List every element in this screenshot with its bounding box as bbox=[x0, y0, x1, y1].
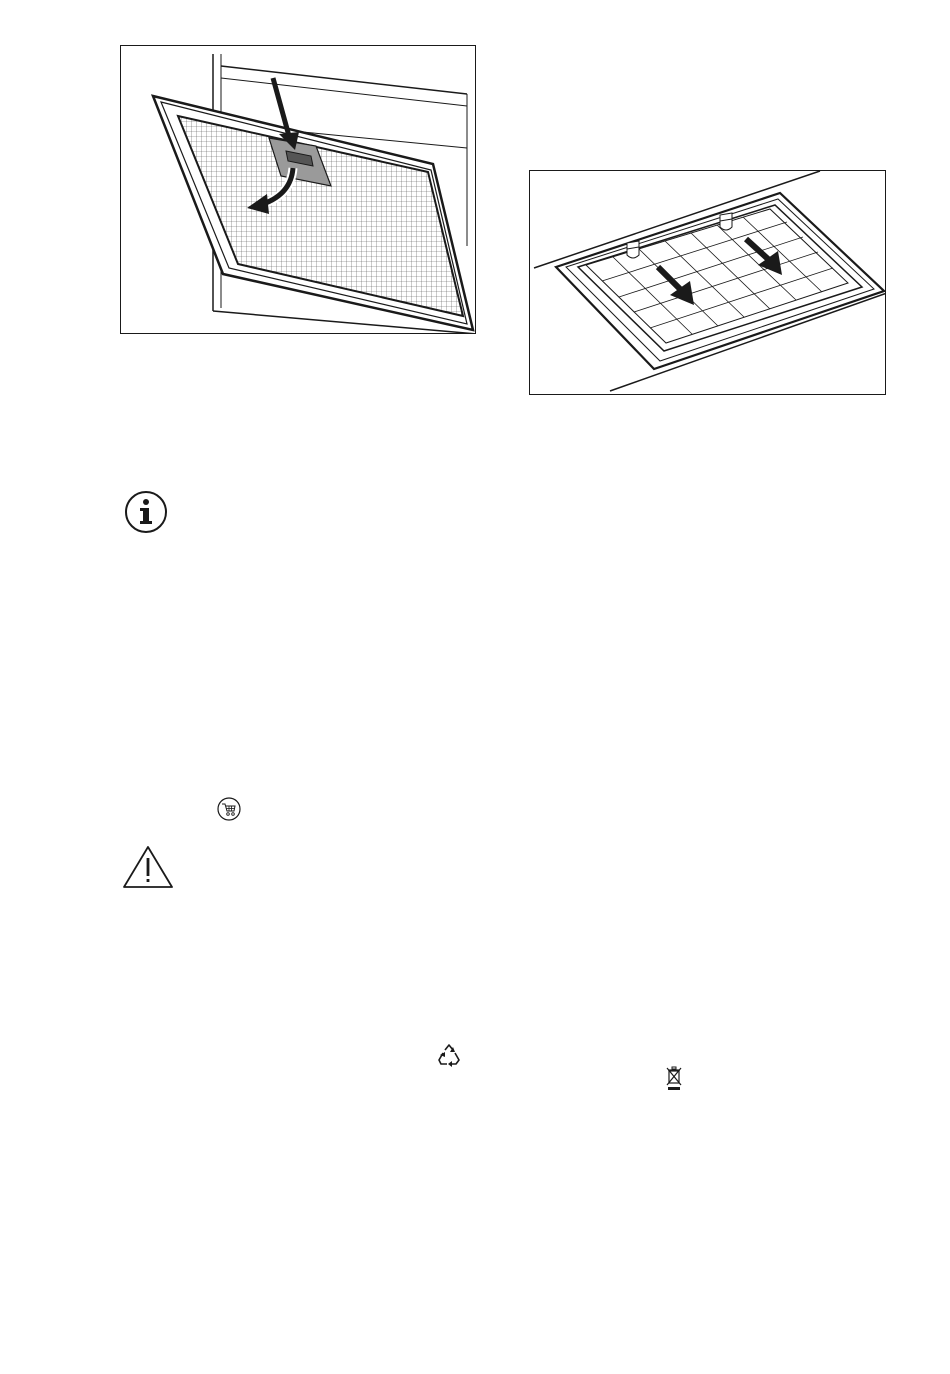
shopping-cart-icon bbox=[217, 797, 241, 821]
weee-crossed-bin-icon bbox=[665, 1065, 683, 1091]
info-icon bbox=[124, 490, 168, 534]
figure-filter-release bbox=[120, 45, 476, 334]
filter-release-illustration bbox=[121, 46, 476, 334]
filter-removal-illustration bbox=[530, 171, 886, 395]
figure-filter-removal bbox=[529, 170, 886, 395]
warning-icon bbox=[122, 845, 174, 889]
recycle-icon bbox=[436, 1043, 462, 1069]
